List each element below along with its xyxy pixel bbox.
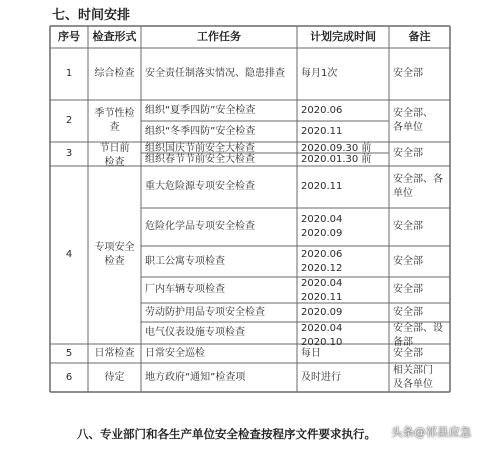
planned-time: 2020.10 [301, 337, 343, 348]
row-number: 3 [65, 148, 73, 159]
planned-time: 2020.06 [301, 104, 343, 116]
planned-time: 2020.09.30 前 [301, 143, 372, 154]
planned-time: 2020.12 [301, 262, 343, 274]
check-form: 综合检查 [94, 68, 135, 79]
work-task: 组织春节节前安全大检查 [145, 154, 255, 165]
work-task: 重大危险源专项安全检查 [145, 181, 255, 192]
planned-time: 2020.11 [301, 181, 343, 192]
planned-time: 2020.04 [301, 323, 343, 334]
planned-time: 2020.04 [301, 278, 343, 289]
check-form: 待定 [104, 371, 125, 383]
planned-time: 2020.01.30 前 [301, 154, 372, 165]
planned-time: 2020.11 [301, 125, 343, 137]
work-task: 危险化学品专项安全检查 [145, 221, 255, 232]
remarks: 各单位 [393, 122, 423, 133]
section-heading: 七、时间安排 [52, 8, 131, 23]
work-task: 日常安全巡检 [145, 347, 205, 359]
remarks: 安全部 [393, 306, 423, 318]
footer-text: 八、专业部门和各生产单位安全检查按程序文件要求执行。 [77, 427, 376, 441]
check-form: 专项安全 [94, 242, 135, 253]
work-task: 地方政府“通知”检查项 [145, 371, 246, 383]
planned-time: 及时进行 [301, 371, 341, 383]
remarks: 备部 [393, 337, 413, 348]
remarks: 单位 [393, 188, 413, 199]
remarks: 安全部 [393, 255, 423, 267]
check-form: 查 [109, 122, 120, 133]
planned-time: 2020.06 [301, 248, 343, 260]
row-number: 4 [65, 249, 73, 260]
remarks: 安全部、各 [393, 174, 443, 185]
row-number: 6 [65, 371, 73, 383]
work-task: 厂内车辆专项检查 [145, 284, 225, 295]
work-task: 劳动防护用品专项安全检查 [145, 306, 265, 318]
check-form: 日常检查 [94, 347, 135, 359]
check-form: 节日前 [99, 143, 130, 154]
check-form: 检查 [104, 256, 125, 267]
row-number: 2 [65, 115, 73, 126]
column-header: 检查形式 [92, 30, 137, 43]
column-header: 计划完成时间 [310, 30, 376, 43]
work-task: 组织“夏季四防”安全检查 [145, 104, 256, 116]
remarks: 安全部 [393, 221, 423, 232]
remarks: 安全部、设 [393, 323, 443, 334]
watermark: 头条@祁县应急 [391, 425, 472, 439]
column-header: 序号 [58, 30, 80, 43]
planned-time: 2020.09 [301, 306, 343, 318]
remarks: 相关部门 [393, 364, 433, 376]
work-task: 组织国庆节前安全大检查 [145, 143, 255, 154]
remarks: 安全部 [393, 284, 423, 295]
row-number: 5 [65, 347, 73, 359]
column-header: 工作任务 [197, 30, 241, 43]
work-task: 职工公寓专项检查 [145, 255, 225, 267]
planned-time: 2020.11 [301, 292, 343, 303]
work-task: 电气仪表设施专项检查 [145, 327, 245, 338]
work-task: 安全责任制落实情况、隐患排查 [145, 68, 285, 79]
planned-time: 2020.04 [301, 214, 343, 225]
planned-time: 每月1次 [301, 68, 338, 79]
row-number: 1 [65, 68, 73, 79]
remarks: 安全部、 [393, 108, 433, 119]
check-form: 季节性检 [94, 108, 135, 119]
work-task: 组织“冬季四防”安全检查 [145, 125, 256, 137]
check-form: 检查 [104, 157, 125, 168]
planned-time: 每日 [301, 347, 321, 359]
remarks: 安全部 [393, 148, 423, 159]
planned-time: 2020.09 [301, 228, 343, 239]
remarks: 及各单位 [393, 378, 433, 390]
remarks: 安全部 [393, 347, 423, 359]
column-header: 备注 [408, 30, 431, 43]
remarks: 安全部 [393, 68, 423, 79]
